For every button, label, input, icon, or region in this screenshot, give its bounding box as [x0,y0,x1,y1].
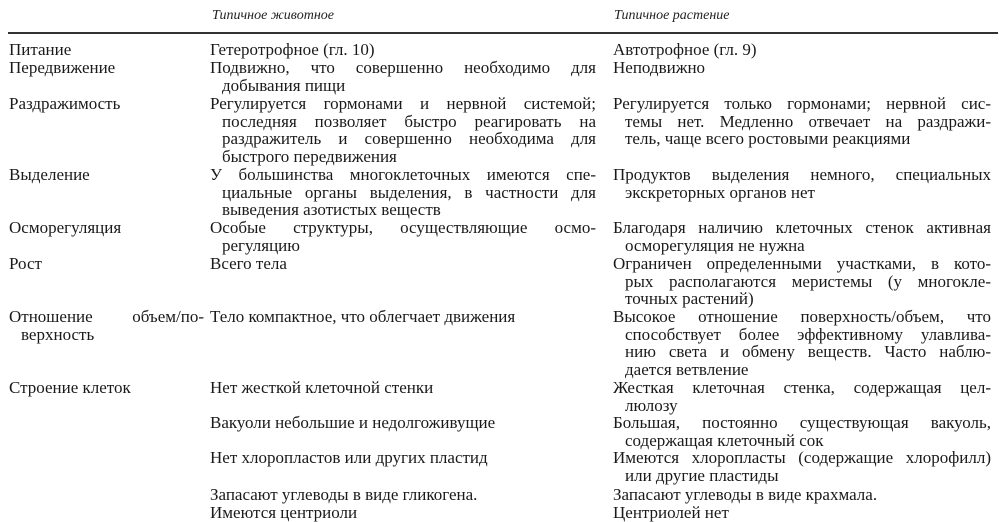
cell-line: Особые структуры, осуществляющие осмо- [210,218,596,237]
cell-line: Выделение [9,165,90,184]
cell-line: регуляцию [222,235,300,255]
cell-line: Большая, постоянно существующая вакуоль, [613,413,991,432]
column-header-plant: Типичное растение [614,8,730,23]
cell-line: нию света и обмену веществ. Часто наблю- [625,342,991,361]
plant-cell [613,308,991,378]
cell-line: Строение клеток [9,378,131,397]
cell-line: Нет жесткой клеточной стенки [210,378,434,397]
animal-cell [210,255,596,273]
label-cell [9,95,204,113]
cell-line: Имеются хлоропласты (содержащие хлорофилл) [613,448,991,467]
cell-line: Регулируется гормонами и нервной системой; [210,94,596,113]
label-cell [9,41,204,59]
cell-line: способствует более эффективному улавлива- [625,324,991,344]
plant-cell [613,486,991,521]
cell-line: Вакуоли небольшие и недолгоживущие [210,413,496,432]
cell-line: Осморегуляция [9,218,122,237]
label-cell [9,59,204,77]
animal-cell [210,59,596,94]
animal-cell [210,166,596,219]
cell-line: осморегуляция не нужна [625,235,805,255]
plant-cell [613,95,991,148]
cell-line: экскреторных органов нет [625,182,815,202]
cell-line: Передвижение [9,58,116,77]
cell-line: темы нет. Медленно отвечает на раздражи- [625,111,991,131]
cell-line: Центриолей нет [613,502,729,522]
plant-cell [613,166,991,201]
cell-line: циальные органы выделения, в частности для [222,182,596,202]
cell-line: Запасают углеводы в виде гликогена. [210,485,478,504]
cell-line: Автотрофное (гл. 9) [613,40,757,59]
cell-line: Регулируется только гормонами; нервной сис- [613,94,991,113]
cell-line: добывания пищи [222,75,346,95]
header-rule [8,32,998,34]
cell-line: Отношение объем/по- [9,307,204,326]
animal-cell [210,486,596,521]
cell-line: У большинства многоклеточных имеются спе- [210,165,596,184]
label-cell [9,219,204,237]
cell-line: люлозу [625,395,678,415]
cell-line: Продуктов выделения немного, специальных [613,165,991,184]
plant-cell [613,219,991,254]
cell-line: дается ветвление [625,359,749,379]
cell-line: последняя позволяет быстро реагировать на [222,111,596,131]
cell-line: точных растений) [625,289,754,308]
cell-line: Жесткая клеточная стенка, содержащая цел- [613,378,991,397]
plant-cell [613,41,991,59]
plant-cell [613,255,991,308]
cell-line: Благодаря наличию клеточных стенок активная [613,218,991,237]
label-cell [9,255,204,273]
animal-cell [210,219,596,254]
animal-cell [210,414,596,432]
cell-line: выведения азотистых веществ [222,200,441,219]
cell-line: Тело компактное, что облегчает движения [210,307,516,326]
plant-cell [613,414,991,449]
label-cell [9,379,204,397]
cell-line: Нет хлоропластов или других пластид [210,448,488,467]
animal-cell [210,449,596,467]
cell-line: быстрого передвижения [222,146,397,166]
cell-line: Ограничен определенными участками, в кото- [613,254,991,273]
cell-line: Подвижно, что совершенно необходимо для [210,58,596,77]
cell-line: Неподвижно [613,58,706,77]
plant-cell [613,449,991,484]
cell-line: Раздражимость [9,94,121,113]
animal-cell [210,308,596,326]
cell-line: Имеются центриоли [210,502,358,522]
cell-line: Питание [9,40,72,59]
plant-cell [613,59,991,77]
cell-line: или другие пластиды [625,465,779,485]
cell-line: верхность [21,324,95,344]
cell-line: тель, чаще всего ростовыми реакциями [625,129,911,148]
cell-line: Гетеротрофное (гл. 10) [210,40,375,59]
cell-line: Рост [9,254,42,273]
plant-cell [613,379,991,414]
animal-cell [210,379,596,397]
cell-line: рых располагаются меристемы (у многокле- [625,271,991,291]
animal-cell [210,95,596,165]
animal-cell [210,41,596,59]
cell-line: Высокое отношение поверхность/объем, что [613,307,991,326]
cell-line: Всего тела [210,254,287,273]
label-cell [9,308,204,343]
label-cell [9,166,204,184]
column-header-animal: Типичное животное [212,8,334,23]
cell-line: содержащая клеточный сок [625,430,824,450]
cell-line: Запасают углеводы в виде крахмала. [613,485,878,504]
cell-line: раздражитель и совершенно необходима для [222,129,596,148]
